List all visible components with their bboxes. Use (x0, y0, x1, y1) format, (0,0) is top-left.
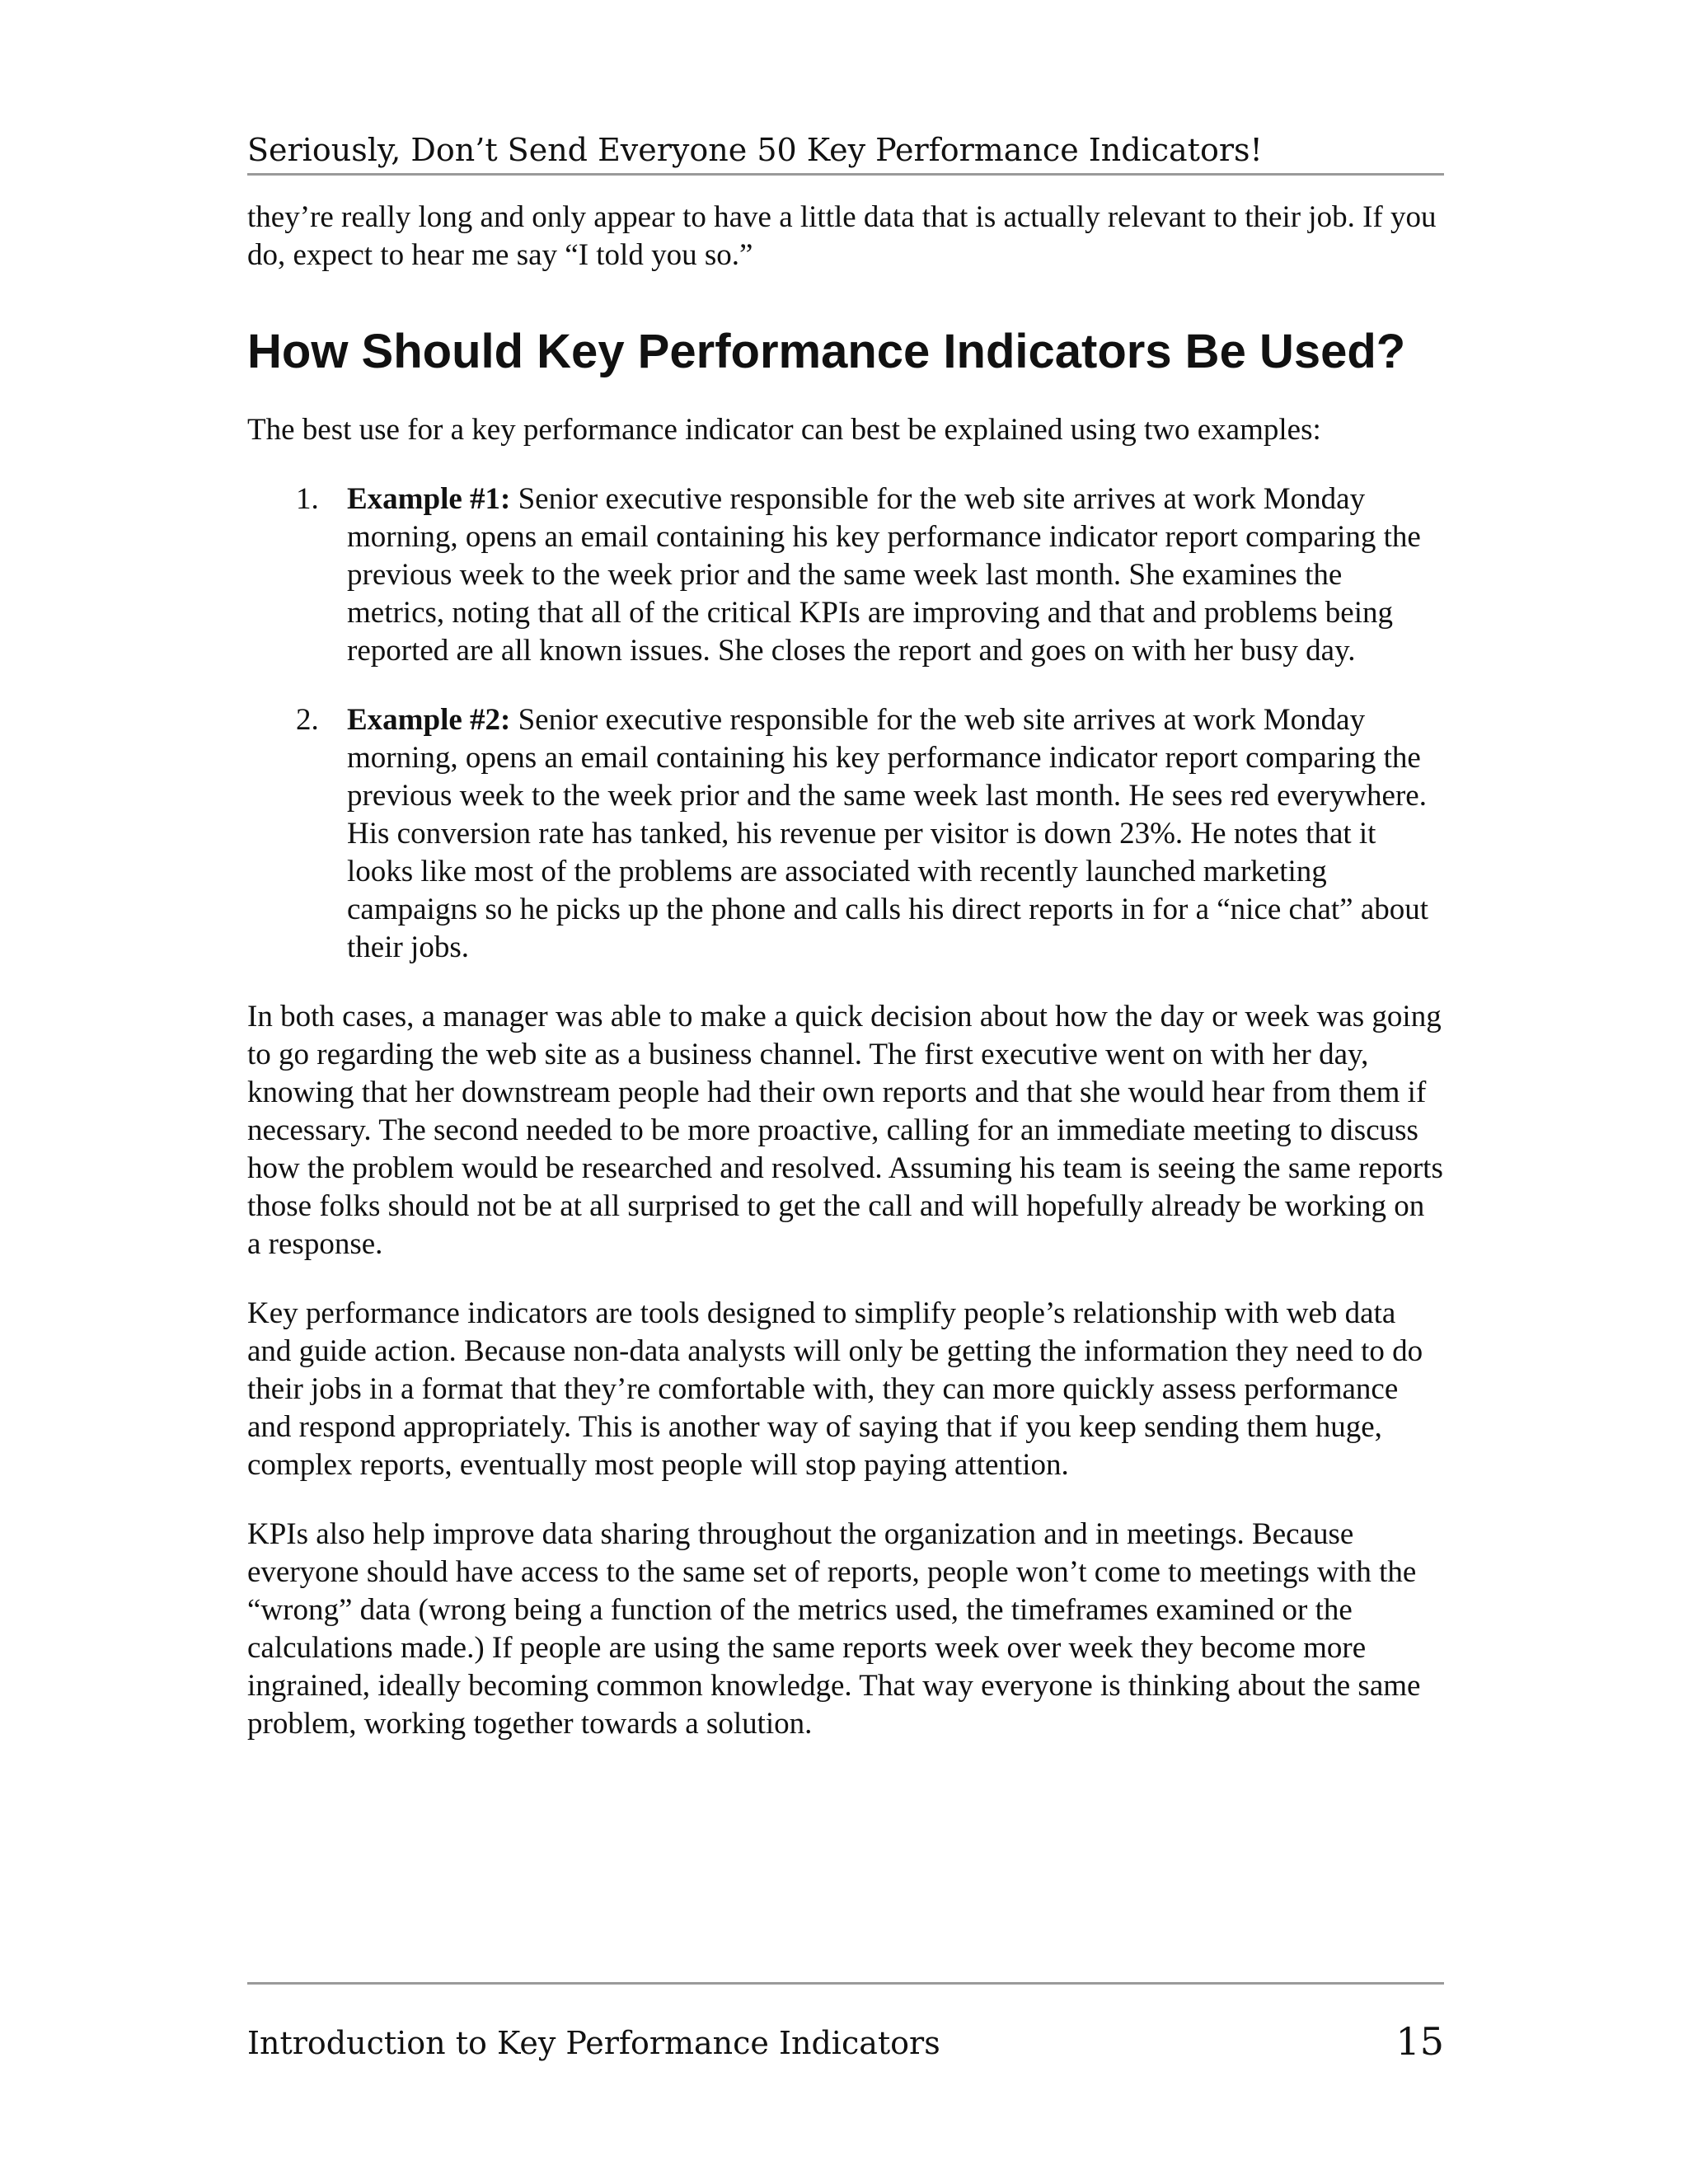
examples-list (247, 480, 1444, 967)
list-item-number: 1. (296, 482, 319, 516)
section-heading: How Should Key Performance Indicators Be Used? (247, 325, 1406, 378)
body-paragraph: Key performance indicators are tools designed to simplify people’s relationship with web data and guide action. Because non-data analysts will only be getting the information they need to do their jobs in a format that they’re comfortable with, they can more quickly assess performance and respond appropriately. This is another way of saying that if you keep sending them huge, complex reports, eventually most people will stop paying attention. (247, 1296, 1423, 1482)
running-header: Seriously, Don’t Send Everyone 50 Key Performance Indicators! (247, 132, 1263, 168)
list-item-example-2 (247, 701, 1444, 967)
list-item-text: Senior executive responsible for the web site arrives at work Monday morning, opens an email containing his key performance indicator report comparing the previous week to the week prior and the same week last month. He sees red everywhere. His conversion rate has tanked, his revenue per visitor is down 23%. He notes that it looks like most of the problems are associated with recently launched marketing campaigns so he picks up the phone and calls his direct reports in for a “nice chat” about their jobs. (347, 703, 1429, 964)
list-item-text: Senior executive responsible for the web site arrives at work Monday morning, opens an email containing his key performance indicator report comparing the previous week to the week prior and the same week last month. She examines the metrics, noting that all of the critical KPIs are improving and that and problems being reported are all known issues. She closes the report and goes on with her busy day. (347, 482, 1421, 668)
list-item-label: Example #1: (347, 482, 511, 516)
footer-book-title: Introduction to Key Performance Indicators (247, 2025, 940, 2061)
intro-paragraph: they’re really long and only appear to have a little data that is actually relevant to their job. If you do, expect to hear me say “I told you so.” (247, 200, 1437, 272)
body-paragraph: In both cases, a manager was able to make a quick decision about how the day or week was going to go regarding the web site as a business channel. The first executive went on with her day, knowing that her downstream people had their own reports and that she would hear from them if necessary. The second needed to be more proactive, calling for an immediate meeting to discuss how the problem would be researched and resolved. Assuming his team is seeing the same reports those folks should not be at all surprised to get the call and will hopefully already be working on a response. (247, 1000, 1443, 1261)
list-item-label: Example #2: (347, 703, 511, 737)
body-paragraph: KPIs also help improve data sharing throughout the organization and in meetings. Because everyone should have access to the same set of reports, people won’t come to meetings with the “wrong” data (wrong being a function of the metrics used, the timeframes examined or the calculations made.) If people are using the same reports week over week they become more ingrained, ideally becoming common knowledge. That way everyone is thinking about the same problem, working together towards a solution. (247, 1517, 1421, 1741)
list-item-number: 2. (296, 703, 319, 737)
lead-paragraph: The best use for a key performance indicator can best be explained using two examples: (247, 413, 1321, 447)
page-number: 15 (1395, 2019, 1444, 2064)
header-divider (247, 173, 1444, 176)
footer-divider (247, 1982, 1444, 1985)
list-item-example-1 (247, 480, 1444, 670)
page-content (247, 199, 1444, 1774)
